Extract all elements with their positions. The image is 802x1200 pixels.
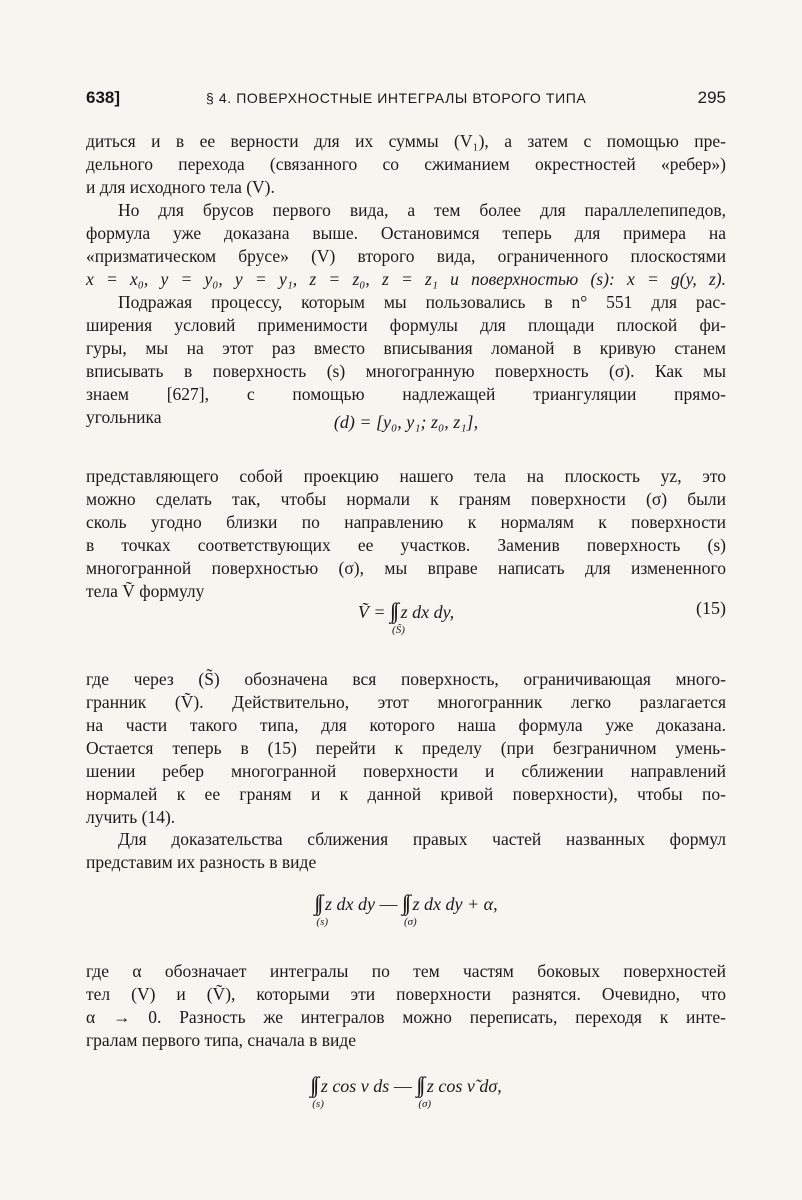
text-line: где α обозначает интегралы по тем частям боковых поверхностей [86, 961, 726, 981]
text-line: и для исходного тела (V). [86, 177, 275, 197]
text-line: лучить (14). [86, 807, 176, 827]
double-integral: ∫∫ (s) [310, 1072, 324, 1110]
double-integral: ∫∫ (s) [314, 890, 329, 928]
formula-term: z dx dy [324, 894, 375, 914]
formula-term: z cos ν ds [320, 1076, 390, 1096]
minus-sign: — [379, 894, 398, 914]
text-line: гралам первого типа, сначала в виде [86, 1030, 357, 1050]
text-line: нормалей к ее граням и к данной кривой поверхности), чтобы по- [86, 784, 726, 804]
formula-projection: (d) = [y₀, y₁; z₀, z₁], [333, 412, 479, 432]
text-line: гранник (Ṽ). Действительно, этот многогранник легко разлагается [86, 692, 726, 712]
text-line: шении ребер многогранной поверхности и сближении направлений [86, 761, 726, 781]
text-line: представим их разность в виде [86, 852, 317, 872]
paragraph-4 [86, 465, 726, 603]
paragraph-3 [86, 291, 726, 429]
text-line: представляющего собой проекцию нашего тела на плоскость yz, это [86, 466, 726, 486]
text-line: знаем [627], с помощью надлежащей триангуляции прямо- [86, 384, 726, 404]
formula-difference [86, 890, 726, 940]
text-line: x = x₀, y = y₀, y = y₁, z = z₀, z = z₁ и поверхностью (s): x = g(y, z). [86, 269, 726, 289]
integral-limit: (S̃) [392, 624, 405, 636]
integral-limit: (s) [316, 916, 329, 928]
text-line: α → 0. Разность же интегралов можно переписать, переходя к инте- [86, 1007, 726, 1027]
text-line: Для доказательства сближения правых частей названных формул [118, 829, 726, 849]
paragraph-6 [86, 828, 726, 874]
formula-term: z cos ν̃ dσ, [426, 1076, 502, 1096]
integral-limit: (σ) [418, 1098, 432, 1110]
text-line: ширения условий применимости формулы для площади плоской фи- [86, 315, 726, 335]
text-line: вписывать в поверхность (s) многогранную поверхность (σ). Как мы [86, 361, 726, 381]
paragraph-7 [86, 960, 726, 1052]
section-number: 638] [86, 88, 121, 107]
formula-lhs: Ṽ = [357, 602, 386, 622]
running-header [86, 88, 726, 112]
formula-15 [86, 598, 726, 648]
text-line: Но для брусов первого вида, а тем более для параллелепипедов, [118, 200, 726, 220]
text-line: формула уже доказана выше. Остановимся теперь для примера на [86, 223, 726, 243]
formula-first-type [86, 1072, 726, 1122]
paragraph-2 [86, 199, 726, 291]
integral-limit: (s) [312, 1098, 324, 1110]
text-line: сколь угодно близки по направлению к нормалям к поверхности [86, 512, 726, 532]
text-line: где через (S̃) обозначена вся поверхность, ограничивающая много- [86, 669, 726, 689]
text-line: тела Ṽ формулу [86, 581, 205, 601]
text-line: многогранной поверхностью (σ), мы вправе написать для измененного [86, 558, 726, 578]
text-line: на части такого типа, для которого наша формула уже доказана. [86, 715, 726, 735]
paragraph-1 [86, 130, 726, 199]
text-line: можно сделать так, чтобы нормали к граням поверхности (σ) были [86, 489, 726, 509]
text-line: дельного перехода (связанного со сжиманием окрестностей «ребер») [86, 154, 726, 174]
double-integral: ∫∫ (σ) [416, 1072, 432, 1110]
chapter-title: § 4. ПОВЕРХНОСТНЫЕ ИНТЕГРАЛЫ ВТОРОГО ТИПА [206, 90, 587, 106]
double-integral: ∫∫ (σ) [401, 890, 417, 928]
text-line: диться и в ее верности для их суммы (V₁), а затем с помощью пре- [86, 131, 726, 151]
integral-limit: (σ) [403, 916, 417, 928]
formula-integrand: z dx dy, [400, 602, 455, 622]
text-line: «призматическом брусе» (V) второго вида, ограниченного плоскостями [86, 246, 726, 266]
text-line: Подражая процессу, которым мы пользовались в n° 551 для рас- [118, 292, 726, 312]
equation-number: (15) [696, 598, 726, 618]
double-integral: ∫∫ (S̃) [390, 598, 405, 636]
text-line: гуры, мы на этот раз вместо вписывания ломаной в кривую станем [86, 338, 726, 358]
page-number: 295 [697, 88, 726, 107]
text-line: угольника [86, 407, 162, 427]
paragraph-5 [86, 668, 726, 829]
text-line: в точках соответствующих ее участков. Заменив поверхность (s) [86, 535, 726, 555]
minus-sign: — [393, 1076, 412, 1096]
text-line: тел (V) и (Ṽ), которыми эти поверхности разнятся. Очевидно, что [86, 984, 726, 1004]
text-line: Остается теперь в (15) перейти к пределу (при безграничном умень- [86, 738, 726, 758]
formula-term: z dx dy + α, [412, 894, 498, 914]
